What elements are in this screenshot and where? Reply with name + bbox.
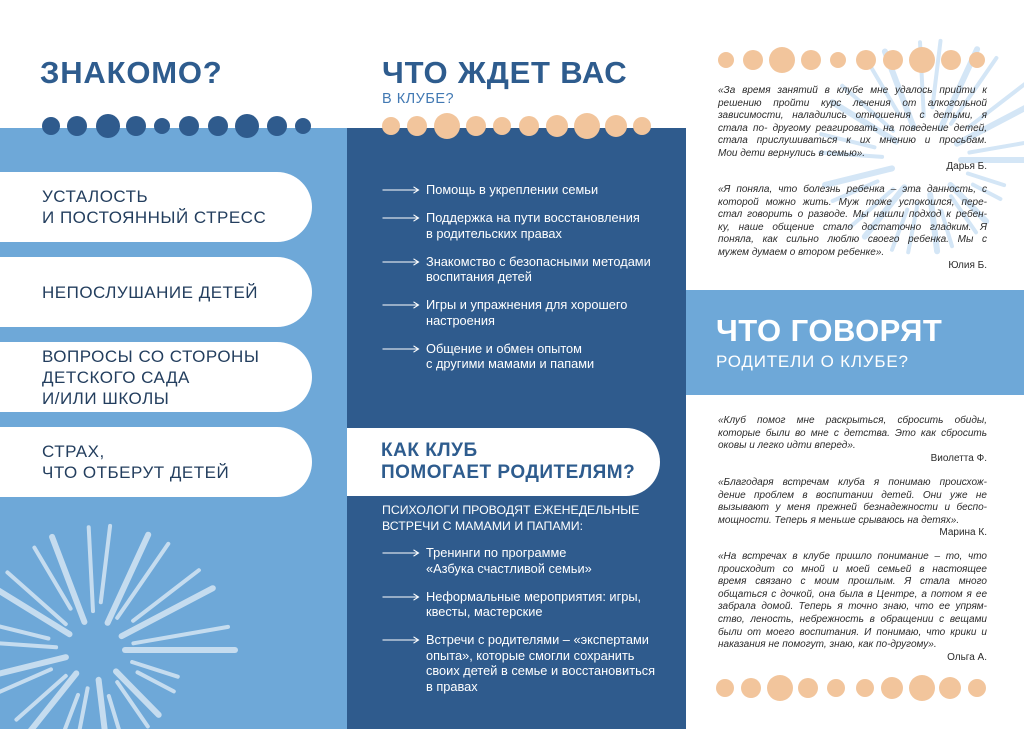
dot xyxy=(830,52,846,68)
dots-decoration xyxy=(0,110,347,142)
dot xyxy=(741,678,761,698)
testimonial xyxy=(718,184,987,272)
testimonial-line: «Клуб помог мне раскрыться, сбросить обиды, xyxy=(718,415,987,426)
testimonial xyxy=(718,477,987,540)
concern-card-line: НЕПОСЛУШАНИЕ ДЕТЕЙ xyxy=(42,282,258,302)
list-item-text xyxy=(426,341,594,372)
list-item-line: Поддержка на пути восстановления xyxy=(426,210,640,225)
list-item-text xyxy=(426,589,641,620)
testimonials-heading-title: ЧТО ГОВОРЯТ xyxy=(716,313,943,348)
list-item xyxy=(382,545,655,576)
concern-card-line: И/ИЛИ ШКОЛЫ xyxy=(42,388,170,408)
testimonial-line: «На встречах в клубе пришло понимание – то, что xyxy=(718,551,987,562)
testimonial-line: ку, наше общение стало достаточно гладким. Я xyxy=(718,221,987,233)
starburst-ray xyxy=(0,657,66,676)
list-item-line: Тренинги по программе xyxy=(426,545,567,560)
section-heading-line: КАК КЛУБ xyxy=(381,440,478,461)
dot xyxy=(798,678,818,698)
starburst-ray xyxy=(52,537,84,622)
list-item-text xyxy=(426,254,651,285)
dot xyxy=(801,50,821,70)
dot xyxy=(856,50,876,70)
testimonial-line: мужем думаем о втором ребенке». xyxy=(718,246,885,258)
testimonial-line: поняла, как сильно люблю своего ребенка. Мы с xyxy=(718,234,987,246)
starburst-ray xyxy=(89,527,93,611)
testimonial-author: Юлия Б. xyxy=(948,259,987,271)
dot xyxy=(969,52,985,68)
arrow-icon xyxy=(382,635,420,645)
help-list xyxy=(382,545,655,694)
dot xyxy=(909,47,935,73)
list-item-line: в правах xyxy=(426,678,478,694)
dot xyxy=(769,47,795,73)
dot xyxy=(856,679,874,697)
testimonial-line: вызывают у меня прежней безнадежности и беспо- xyxy=(718,502,987,514)
arrow-icon xyxy=(382,185,420,195)
testimonial-line: Мои дети вернулись в семью». xyxy=(718,147,866,159)
testimonial-author: Марина К. xyxy=(939,527,987,539)
list-item-line: Игры и упражнения для хорошего xyxy=(426,297,628,312)
dot xyxy=(574,113,600,139)
middle-subtitle: В КЛУБЕ? xyxy=(382,91,455,107)
dot xyxy=(295,118,311,134)
arrow-icon xyxy=(382,213,420,223)
dot xyxy=(519,116,539,136)
list-item-line: своих детей в семье и восстановиться xyxy=(426,663,656,678)
dot xyxy=(466,116,486,136)
list-item-line: воспитания детей xyxy=(426,269,532,284)
dot xyxy=(407,116,427,136)
concern-card-line: ВОПРОСЫ СО СТОРОНЫ xyxy=(42,346,260,366)
testimonial-line: зависимости, наладились отношения с детьми, я xyxy=(718,110,987,122)
testimonial-line: которые были во мне с детства. Это как сбросить xyxy=(718,427,987,439)
starburst-ray xyxy=(133,627,228,643)
testimonial-line: оковы и легко идти вперед». xyxy=(718,440,856,452)
concern-card xyxy=(0,427,312,497)
dot xyxy=(546,115,568,137)
testimonial-line: наказания не помогут, знаю, как по-другому». xyxy=(718,639,937,651)
list-item xyxy=(382,341,651,372)
concern-card xyxy=(0,257,312,327)
dot xyxy=(941,50,961,70)
concern-card xyxy=(0,342,312,412)
testimonial-line: ство, леность, небрежность в обращении с вещами xyxy=(718,613,987,625)
dot xyxy=(154,118,170,134)
dot xyxy=(633,117,651,135)
arrow-icon xyxy=(382,344,420,354)
dot xyxy=(827,679,845,697)
testimonial-author: Дарья Б. xyxy=(946,160,987,172)
dot xyxy=(96,114,120,138)
dot xyxy=(126,116,146,136)
testimonial xyxy=(718,551,987,664)
section-heading-line: ПОМОГАЕТ РОДИТЕЛЯМ? xyxy=(381,462,636,483)
list-item-line: «Азбука счастливой семьи» xyxy=(426,560,592,576)
benefits-list xyxy=(382,182,651,372)
dots-decoration xyxy=(347,110,686,142)
list-item-text xyxy=(426,632,655,694)
dot xyxy=(267,116,287,136)
testimonial-line: стал говорить о разводе. Мы нашли подход к ребен- xyxy=(718,209,987,221)
testimonial-line: «За время занятий в клубе мне удалось прийти к xyxy=(718,85,987,96)
list-item-line: Помощь в укреплении семьи xyxy=(426,182,599,197)
testimonial-line: дение проблем в воспитании детей. Они уже не xyxy=(718,489,987,501)
testimonial-line: мощности. Теперь я меньше срываюсь на детях». xyxy=(718,514,960,526)
dots-decoration xyxy=(686,672,1024,704)
testimonial-line: решению пройти курс лечения от алкогольной xyxy=(718,97,987,109)
starburst-ray xyxy=(99,680,107,729)
concern-card-line: СТРАХ, xyxy=(42,442,105,461)
list-item-line: Знакомство с безопасными методами xyxy=(426,253,651,269)
starburst-ray xyxy=(59,695,78,729)
list-item-line: в родительских правах xyxy=(426,225,562,241)
list-item xyxy=(382,182,651,198)
list-item-line: настроения xyxy=(426,312,495,328)
testimonial-line: были от моего воспитания. И понимаю, что крики и xyxy=(718,626,987,638)
dots-decoration xyxy=(686,44,1024,76)
arrow-icon xyxy=(382,548,420,558)
testimonial-line: «Благодаря встречам клуба я понимаю происхож- xyxy=(718,477,987,488)
list-item xyxy=(382,254,651,285)
section-heading-pill xyxy=(347,428,660,496)
list-item-line: Неформальные мероприятия: игры, xyxy=(426,588,642,604)
help-intro xyxy=(382,502,639,534)
testimonial-line: стала прислушиваться к их мнению и просьбам. xyxy=(718,135,987,147)
concern-card-line: ЧТО ОТБЕРУТ ДЕТЕЙ xyxy=(42,463,230,482)
testimonial-line: происходит со мной и моей семьей в настоящее xyxy=(718,563,987,575)
testimonials-heading-subtitle: РОДИТЕЛИ О КЛУБЕ? xyxy=(716,352,909,371)
dot xyxy=(883,50,903,70)
dot xyxy=(382,117,400,135)
dot xyxy=(968,679,986,697)
concern-card-line: УСТАЛОСТЬ xyxy=(42,187,149,206)
testimonial-line: время связано с моим прошлым. Я стала много xyxy=(718,576,987,588)
dot xyxy=(42,117,60,135)
testimonial-author: Ольга А. xyxy=(947,651,987,663)
help-intro-line: ВСТРЕЧИ С МАМАМИ И ПАПАМИ: xyxy=(382,519,584,533)
testimonial-line: которой можно жить. Муж тоже успокоился, пере- xyxy=(718,196,987,208)
list-item-text xyxy=(426,297,627,328)
starburst-ray xyxy=(0,642,56,647)
arrow-icon xyxy=(382,592,420,602)
dot xyxy=(909,675,935,701)
arrow-icon xyxy=(382,257,420,267)
list-item-text xyxy=(426,210,640,241)
dot xyxy=(881,677,903,699)
list-item xyxy=(382,210,651,241)
list-item-line: Общение и обмен опытом xyxy=(426,340,582,356)
dot xyxy=(235,114,259,138)
list-item-line: квесты, мастерские xyxy=(426,604,543,619)
dot xyxy=(716,679,734,697)
arrow-icon xyxy=(382,300,420,310)
testimonial xyxy=(718,85,987,173)
dot xyxy=(718,52,734,68)
help-intro-line: ПСИХОЛОГИ ПРОВОДЯТ ЕЖЕНЕДЕЛЬНЫЕ xyxy=(382,503,640,517)
list-item-text xyxy=(426,182,598,198)
left-title: ЗНАКОМО? xyxy=(40,55,223,90)
testimonial-line: стала по- другому реагировать на поведение детей, xyxy=(718,122,987,134)
starburst-ray xyxy=(109,696,123,729)
starburst-ray xyxy=(101,526,110,602)
middle-title: ЧТО ЖДЕТ ВАС xyxy=(382,55,628,90)
dot xyxy=(208,116,228,136)
concern-card-line: ДЕТСКОГО САДА xyxy=(42,367,190,387)
dot xyxy=(434,113,460,139)
dot xyxy=(605,115,627,137)
list-item xyxy=(382,589,655,620)
dot xyxy=(493,117,511,135)
dot xyxy=(767,675,793,701)
list-item-text xyxy=(426,545,592,576)
testimonial-line: забрала домой. Теперь я точно знаю, что ее упрям- xyxy=(718,601,987,613)
testimonial-line: «Я поняла, что болезнь ребенка – эта данность, с xyxy=(718,184,987,195)
concern-card-line: И ПОСТОЯННЫЙ СТРЕСС xyxy=(42,208,267,227)
list-item-line: опыта», которые смогли сохранить xyxy=(426,647,635,663)
dot xyxy=(179,116,199,136)
list-item-line: Встречи с родителями – «экспертами xyxy=(426,632,649,647)
list-item-line: с другими мамами и папами xyxy=(426,356,595,371)
list-item xyxy=(382,297,651,328)
testimonial xyxy=(718,415,987,465)
list-item xyxy=(382,632,655,694)
testimonial-author: Виолетта Ф. xyxy=(930,452,987,464)
testimonial-line: общаться с дочкой, она была в Центре, а потом я ее xyxy=(718,588,987,600)
dot xyxy=(67,116,87,136)
dot xyxy=(743,50,763,70)
dot xyxy=(939,677,961,699)
starburst-ray xyxy=(0,623,48,639)
concern-card xyxy=(0,172,312,242)
